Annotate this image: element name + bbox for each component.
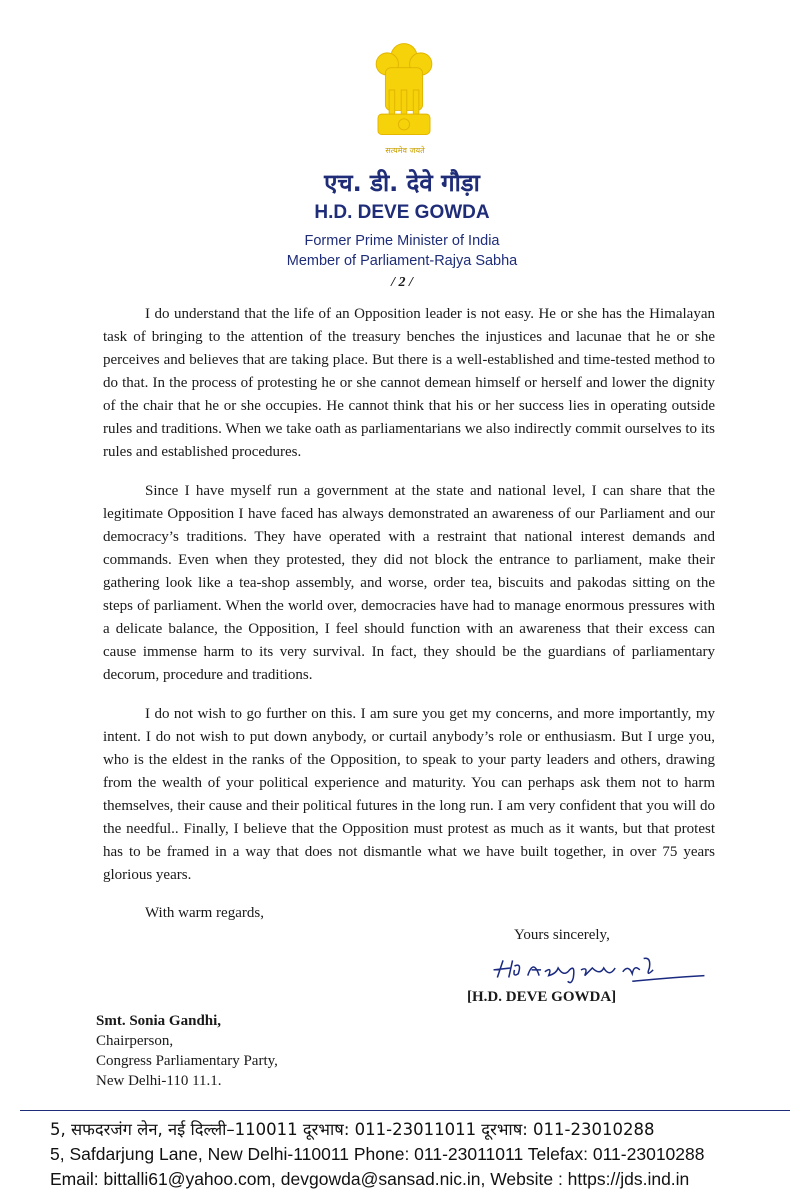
name-hindi: एच. डी. देवे गौड़ा [324, 169, 480, 197]
designation-mp: Member of Parliament-Rajya Sabha [286, 253, 518, 269]
footer-contact: Email: bittalli61@yahoo.com, devgowda@sansad.nic.in, Website : https://jds.ind.in [50, 1169, 690, 1189]
sign-off: Yours sincerely, [514, 927, 610, 943]
letter-body [103, 303, 715, 903]
closing-row [0, 903, 804, 949]
addressee-line: Chairperson, [96, 1033, 174, 1049]
paragraph: Since I have myself run a government at the state and national level, I can share that the legitimate Opposition I have faced has always demonstrated an awareness of our Parliament and our democracy’s traditions. They have operated with a restraint that national interest demands and commands. Even when they protested, they did not block the entrance to parliament, make their gathering look like a tea-shop assembly, and worse, order tea, biscuits and pakodas sitting on the steps of parliament. When the world over, democracies have had to manage enormous pressures with a delicate balance, the Opposition, I feel should function with an awareness that their excess can cause immense harm to its very survival. In fact, they should be the guardians of parliamentary decorum, procedure and traditions. [103, 483, 715, 683]
footer-section [0, 1104, 804, 1200]
letter-content [0, 303, 804, 1200]
emblem-motto: सत्यमेव जयते [385, 146, 425, 155]
addressee-name: Smt. Sonia Gandhi, [96, 1013, 222, 1029]
designation-former-pm: Former Prime Minister of India [304, 233, 500, 249]
addressee-line: New Delhi-110 11.1. [96, 1073, 222, 1089]
footer [50, 1117, 804, 1192]
paragraph: I do understand that the life of an Opposition leader is not easy. He or she has the Himalayan task of bringing to the attention of the treasury benches the injustices and lacunae that he or she perceives and believes that are taking place. But there is a well-established and time-tested method to do that. In the process of protesting he or she cannot demean himself or herself and lower the dignity of the chair that he or she occupies. He cannot think that his or her success lies in operating outside rules and traditions. When we take oath as parliamentarians we also indirectly commit ourselves to its rules and established procedures. [103, 306, 715, 460]
addressee-line: Congress Parliamentary Party, [96, 1053, 278, 1069]
paragraph: I do not wish to go further on this. I am sure you get my concerns, and more importantly, my intent. I do not wish to put down anybody, or curtail anybody’s role or enthusiasm. But I urge you, who is the eldest in the ranks of the Opposition, to speak to your party leaders and others, drawing from the wealth of your political experience and maturity. You can perhaps ask them not to harm themselves, their cause and their political futures in the long run. I am very confident that you will do the needful.. Finally, I believe that the Opposition must protest as much as it wants, but that protest has to be framed in a way that does not dismantle what we have built together, in over 75 years glorious years. [103, 706, 715, 883]
signatory-name: [H.D. DEVE GOWDA] [467, 989, 617, 1005]
national-emblem-icon [366, 38, 442, 142]
name-english: H.D. DEVE GOWDA [314, 202, 490, 223]
footer-address-hindi: 5, सफदरजंग लेन, नई दिल्ली–110011 दूरभाष: 011-23011011 दूरभाष: 011-23010288 [50, 1120, 655, 1139]
footer-address-english: 5, Safdarjung Lane, New Delhi-110011 Phone: 011-23011011 Telefax: 011-23010288 [50, 1144, 705, 1164]
page-number: / 2 / [391, 275, 413, 290]
closing: With warm regards, [145, 905, 264, 921]
footer-divider [20, 1110, 790, 1111]
addressee-block [96, 1011, 804, 1091]
signature [484, 949, 714, 987]
